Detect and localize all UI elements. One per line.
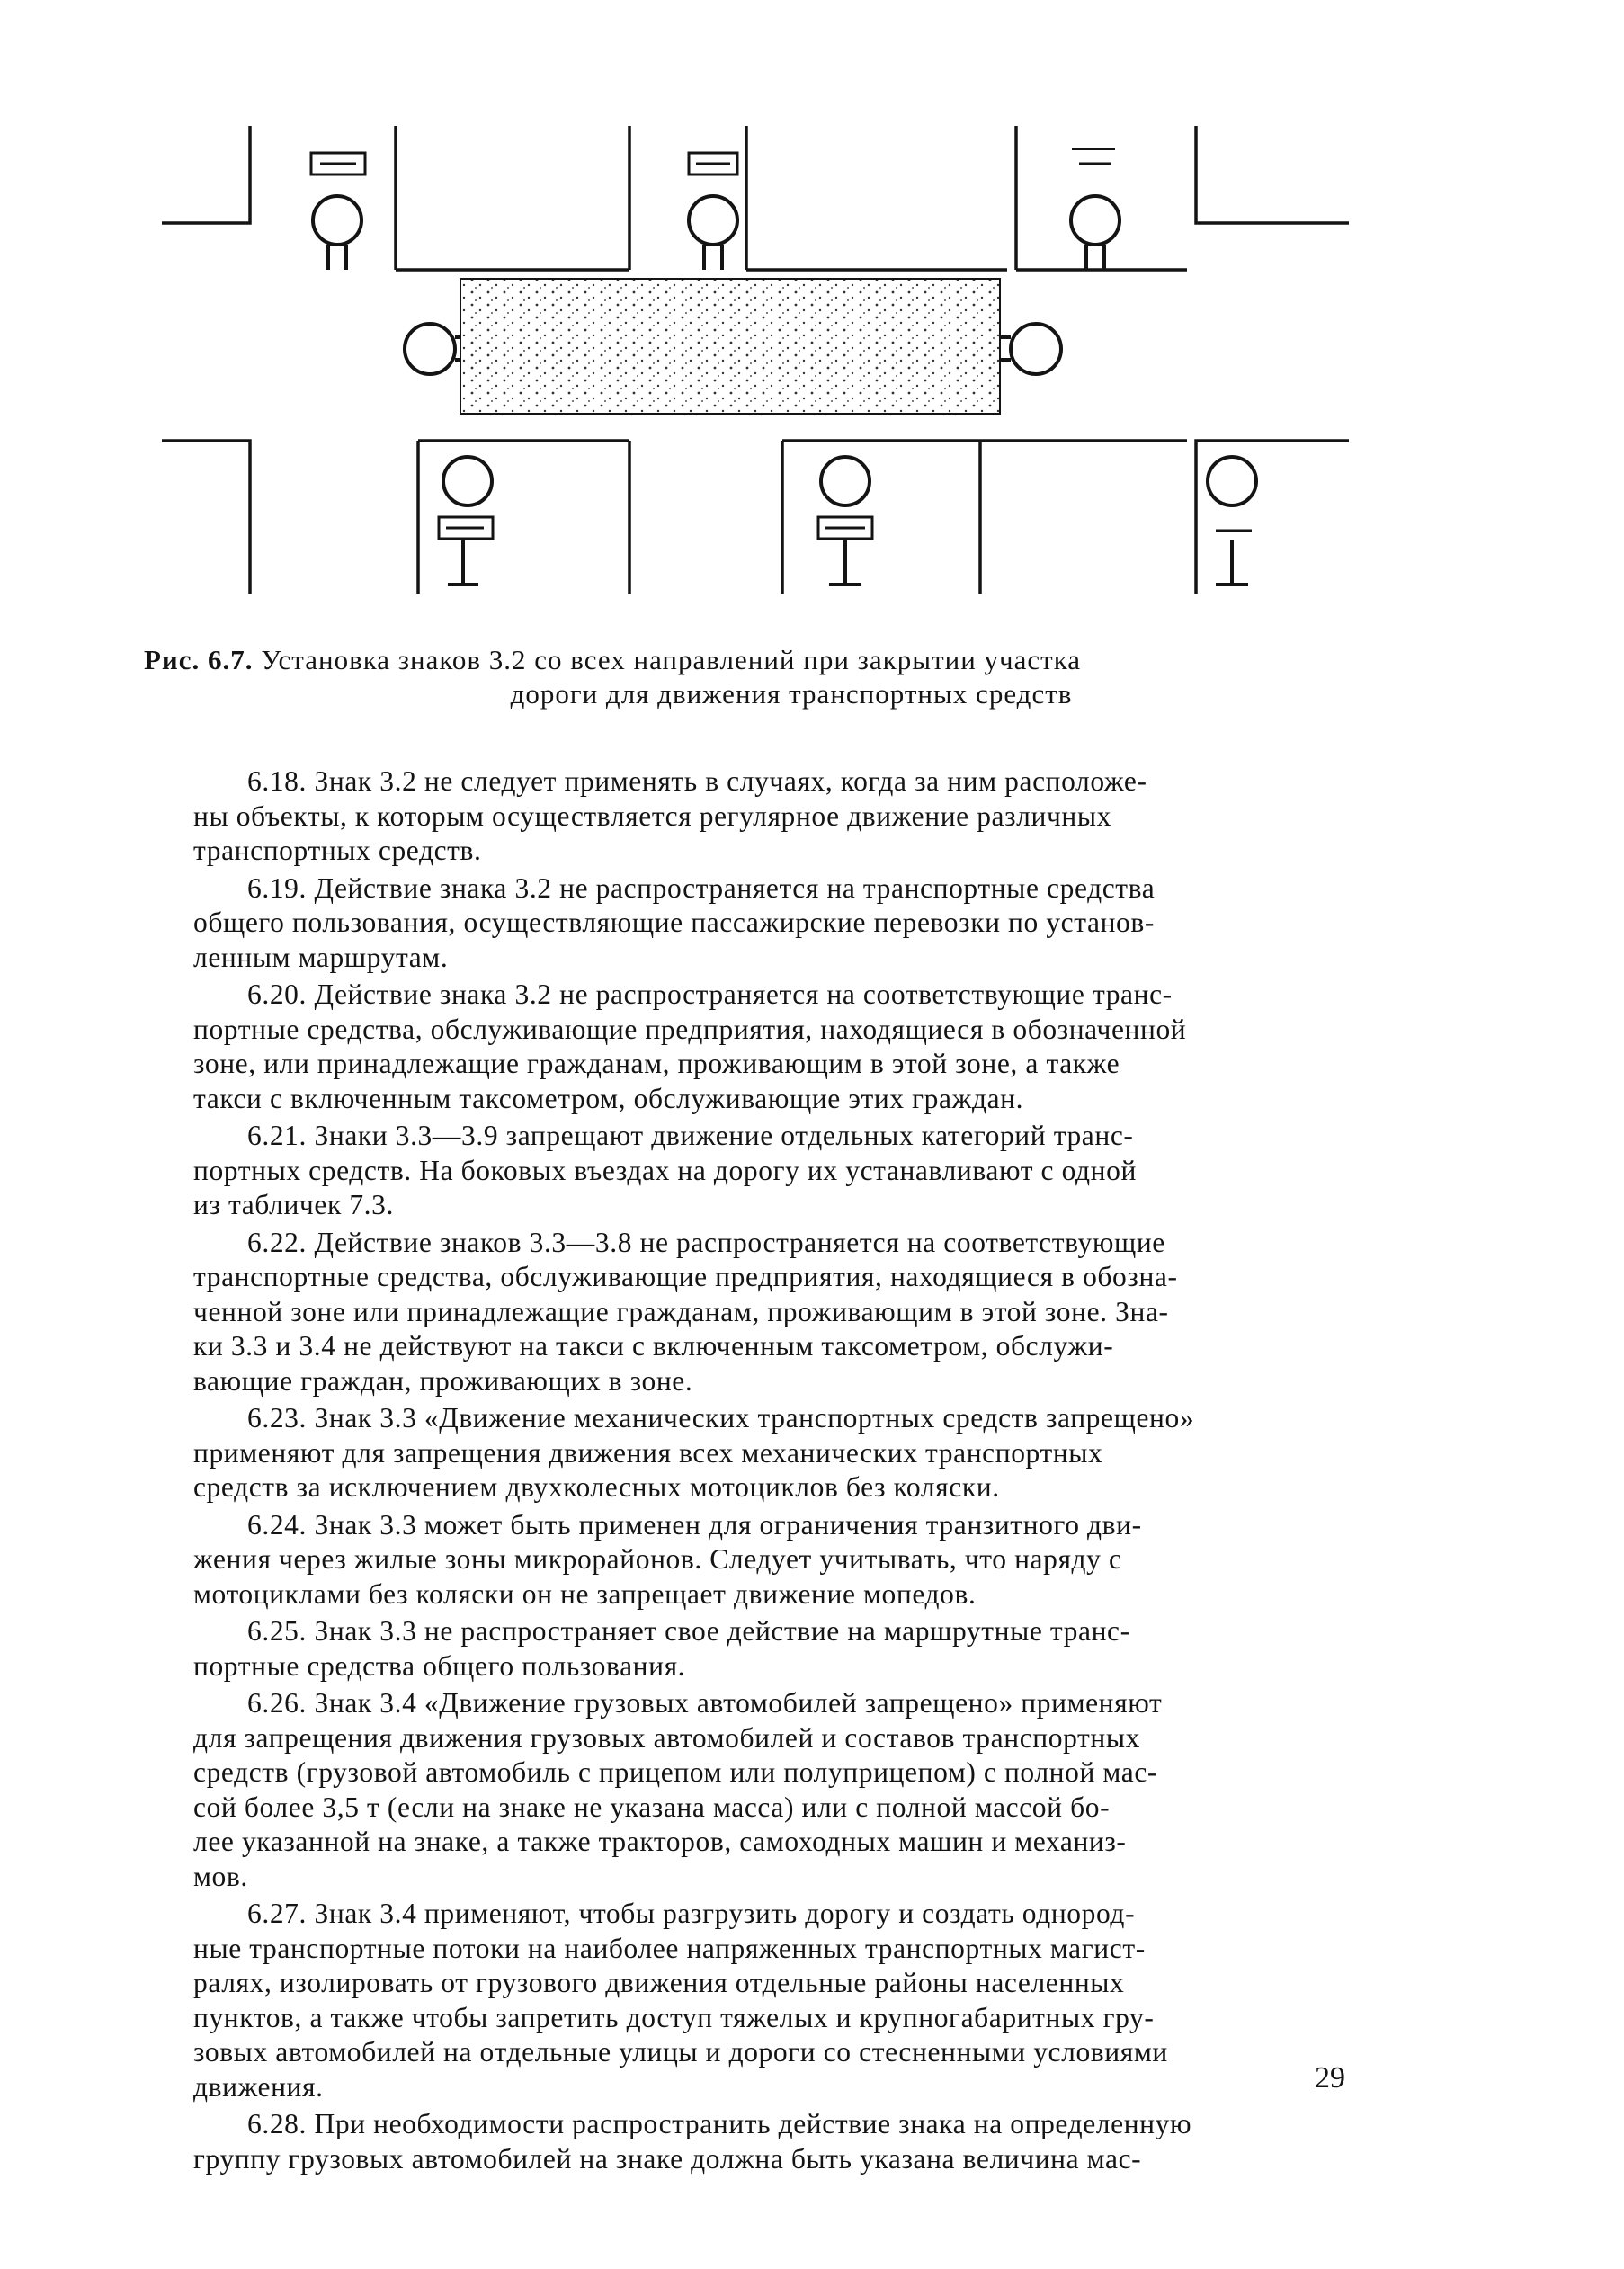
closed-road-section [460, 279, 1000, 414]
paragraph-line: такси с включенным таксометром, обслуживающие этих граждан. [193, 1082, 1024, 1114]
paragraph-line: пунктов, а также чтобы запретить доступ тяжелых и крупногабаритных гру- [193, 2001, 1155, 2033]
paragraph-line: 6.19. Действие знака 3.2 не распространяется на транспортные средства [247, 871, 1156, 904]
paragraph-line: 6.25. Знак 3.3 не распространяет свое действие на маршрутные транс- [247, 1615, 1130, 1647]
paragraph-line: 6.18. Знак 3.2 не следует применять в случаях, когда за ним расположе- [247, 765, 1147, 797]
paragraph-line: зовых автомобилей на отдельные улицы и дороги со стесненными условиями [193, 2036, 1168, 2068]
paragraph-line: ные транспортные потоки на наиболее напряженных транспортных магист- [193, 1932, 1146, 1964]
paragraph-line: портных средств. На боковых въездах на дорогу их устанавливают с одной [193, 1154, 1137, 1186]
paragraph-line: из табличек 7.3. [193, 1189, 394, 1220]
paragraph-line: ки 3.3 и 3.4 не действуют на такси с включенным таксометром, обслужи- [193, 1330, 1114, 1362]
paragraph-line: ны объекты, к которым осуществляется регулярное движение различных [193, 800, 1111, 832]
paragraph-line: вающие граждан, проживающих в зоне. [193, 1364, 693, 1397]
paragraph-line: ралях, изолировать от грузового движения отдельные районы населенных [193, 1967, 1125, 1998]
paragraph-line: 6.28. При необходимости распространить действие знака на определенную [247, 2108, 1192, 2139]
paragraph-line: жения через жилые зоны микрорайонов. Следует учитывать, что наряду с [193, 1543, 1122, 1575]
paragraph-line: транспортных средств. [193, 835, 482, 866]
figure-caption-label: Рис. 6.7. [144, 644, 254, 675]
paragraph-line: средств за исключением двухколесных мотоциклов без коляски. [193, 1471, 1000, 1503]
paragraph-line: ченной зоне или принадлежащие гражданам, проживающим в этой зоне. Зна- [193, 1295, 1169, 1327]
paragraph-line: движения. [193, 2070, 324, 2103]
paragraph-line: ленным маршрутам. [193, 941, 449, 973]
paragraph-line: 6.21. Знаки 3.3—3.9 запрещают движение отдельных категорий транс- [247, 1120, 1134, 1151]
paragraph [193, 764, 1353, 869]
road-closure-diagram [0, 0, 1624, 630]
sign-3-2-bottom-left [439, 457, 493, 585]
sign-3-2-closure-left [405, 324, 460, 374]
paragraph-line: общего пользования, осуществляющие пассажирские перевозки по установ- [193, 907, 1155, 938]
paragraph-line: группу грузовых автомобилей на знаке должна быть указана величина мас- [193, 2142, 1142, 2175]
sign-3-2-top-right [1071, 149, 1120, 270]
sign-3-2-top-left [311, 153, 365, 270]
figure-caption-line2: дороги для движения транспортных средств [510, 678, 1073, 710]
paragraph [193, 1614, 1353, 1684]
paragraph [193, 1686, 1353, 1894]
sign-3-2-closure-right [1000, 324, 1061, 374]
sign-3-2-bottom-middle [818, 457, 872, 585]
paragraph [193, 2107, 1353, 2176]
paragraph-line: 6.24. Знак 3.3 может быть применен для ограничения транзитного дви- [247, 1508, 1142, 1541]
paragraph-line: транспортные средства, обслуживающие предприятия, находящиеся в обозна- [193, 1261, 1178, 1292]
paragraph-line: портные средства, обслуживающие предприятия, находящиеся в обозначенной [193, 1013, 1187, 1045]
paragraph [193, 1226, 1353, 1399]
paragraph [193, 978, 1353, 1116]
paragraph-line: 6.22. Действие знаков 3.3—3.8 не распространяется на соответствующие [247, 1226, 1165, 1258]
paragraph-line: применяют для запрещения движения всех механических транспортных [193, 1436, 1103, 1469]
paragraph-line: 6.20. Действие знака 3.2 не распространяется на соответствующие транс- [247, 978, 1173, 1010]
paragraph-line: сой более 3,5 т (если на знаке не указана масса) или с полной массой бо- [193, 1791, 1111, 1823]
sign-3-2-bottom-right [1208, 457, 1256, 585]
paragraph [193, 1508, 1353, 1612]
paragraph-line: мотоциклами без коляски он не запрещает движение мопедов. [193, 1577, 977, 1610]
figure-caption [144, 643, 1385, 711]
figure-caption-line1: Установка знаков 3.2 со всех направлений при закрытии участка [261, 644, 1082, 675]
paragraph-line: лее указанной на знаке, а также тракторов, самоходных машин и механиз- [193, 1826, 1127, 1857]
body-text [193, 764, 1353, 2179]
paragraph [193, 1897, 1353, 2104]
paragraph-line: средств (грузовой автомобиль с прицепом или полуприцепом) с полной мас- [193, 1756, 1157, 1788]
paragraph [193, 871, 1353, 976]
paragraph-line: мов. [193, 1860, 248, 1892]
paragraph-line: 6.26. Знак 3.4 «Движение грузовых автомобилей запрещено» применяют [247, 1687, 1163, 1719]
paragraph-line: 6.27. Знак 3.4 применяют, чтобы разгрузить дорогу и создать однород- [247, 1898, 1136, 1929]
sign-3-2-top-middle [689, 153, 737, 270]
page-number: 29 [1315, 2061, 1345, 2095]
paragraph-line: 6.23. Знак 3.3 «Движение механических транспортных средств запрещено» [247, 1402, 1195, 1434]
paragraph-line: зоне, или принадлежащие гражданам, проживающим в этой зоне, а также [193, 1048, 1120, 1079]
paragraph-line: для запрещения движения грузовых автомобилей и составов транспортных [193, 1721, 1140, 1754]
paragraph [193, 1119, 1353, 1223]
paragraph [193, 1401, 1353, 1505]
paragraph-line: портные средства общего пользования. [193, 1649, 686, 1682]
